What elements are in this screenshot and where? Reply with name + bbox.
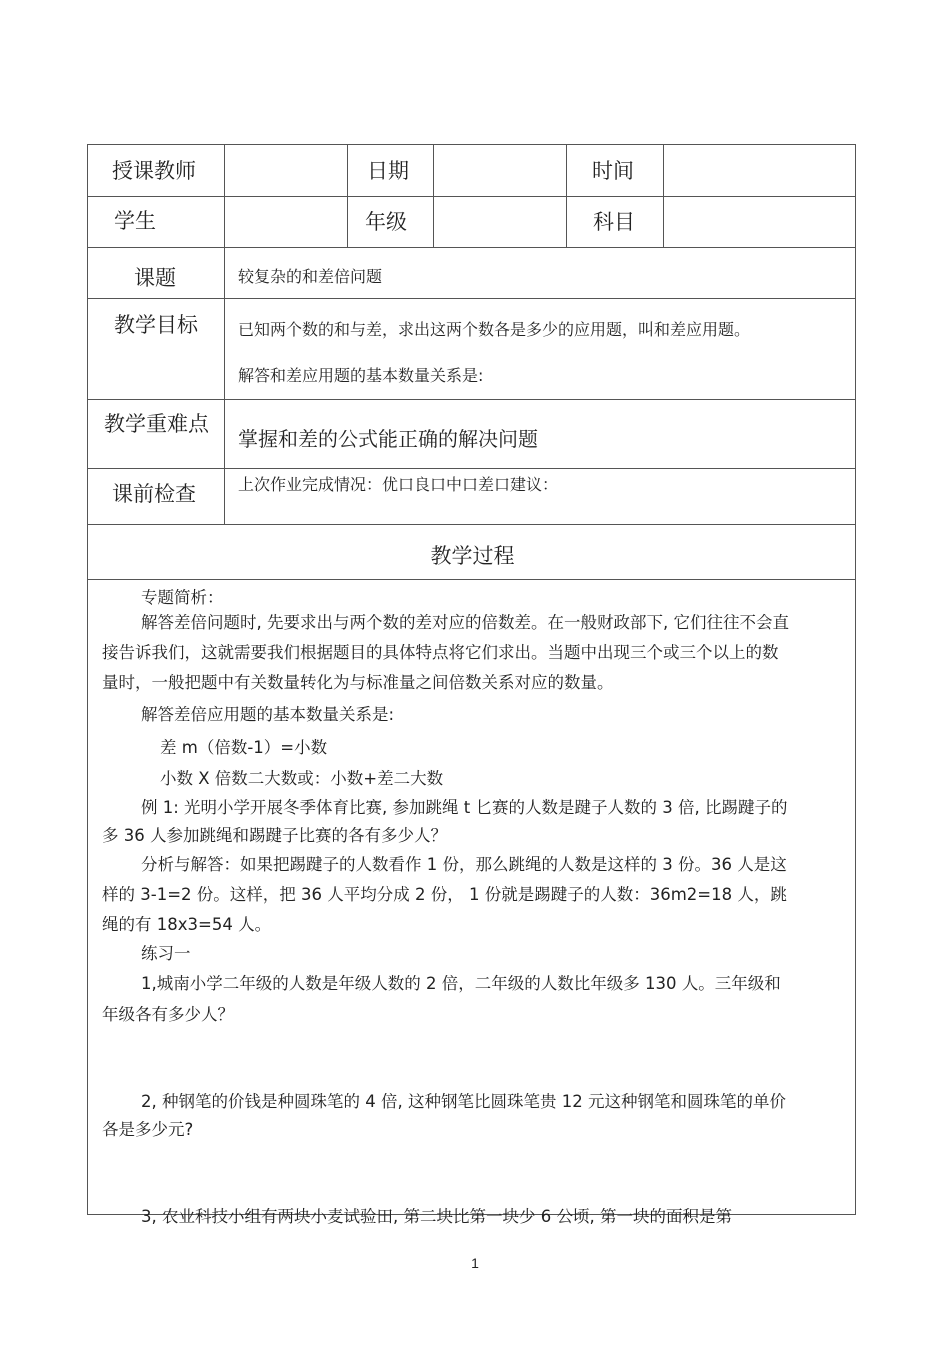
lesson-plan-table [87,144,856,1226]
body-line: 量时，一般把题中有关数量转化为与标准量之间倍数关系对应的数量。 [102,673,614,692]
row-divider [88,579,855,580]
body-line: 专题简析： [141,588,224,607]
student-label: 学生 [114,209,156,233]
objectives-label: 教学目标 [114,313,198,337]
time-label: 时间 [592,159,634,183]
body-line: 练习一 [141,944,191,963]
body-line: 3, 农业科技小组有两块小麦试验田, 第二块比第一块少 6 公顷, 第一块的面积是第 [141,1207,732,1226]
body-line: 绳的有 18x3=54 人。 [102,915,272,934]
body-line: 1,城南小学二年级的人数是年级人数的 2 倍，二年级的人数比年级多 130 人。三年级和 [141,974,781,993]
body-line: 2, 种钢笔的价钱是种圆珠笔的 4 倍, 这种钢笔比圆珠笔贵 12 元这种钢笔和圆珠笔的单价 [141,1092,786,1111]
col-divider [224,145,225,524]
row-divider [88,468,855,469]
page-number: 1 [471,1255,479,1271]
col-divider [566,145,567,247]
col-divider [433,145,434,247]
key-points-label: 教学重难点 [104,412,209,436]
teacher-label: 授课教师 [112,159,196,183]
body-line: 各是多少元? [102,1120,194,1139]
row-divider [88,247,855,248]
pre-check-label: 课前检查 [112,482,196,506]
objectives-line-2: 解答和差应用题的基本数量关系是: [238,366,484,385]
row-divider [88,196,855,197]
col-divider [347,145,348,247]
body-line: 差 m（倍数-1）=小数 [160,738,328,757]
body-line: 小数 X 倍数二大数或：小数+差二大数 [160,769,444,788]
row-divider [88,399,855,400]
subject-label: 科目 [593,210,635,234]
body-line: 接告诉我们，这就需要我们根据题目的具体特点将它们求出。当题中出现三个或三个以上的数 [102,643,779,662]
process-title: 教学过程 [430,544,515,568]
key-points-value: 掌握和差的公式能正确的解决问题 [238,427,538,451]
topic-value: 较复杂的和差倍问题 [238,267,383,286]
body-line: 解答差倍应用题的基本数量关系是: [141,705,395,724]
date-label: 日期 [367,159,409,183]
grade-label: 年级 [365,210,407,234]
objectives-line-1: 已知两个数的和与差，求出这两个数各是多少的应用题，叫和差应用题。 [238,320,751,339]
body-line: 年级各有多少人？ [102,1005,234,1024]
body-line: 解答差倍问题时, 先要求出与两个数的差对应的倍数差。在一般财政部下, 它们往往不会直 [141,613,789,632]
body-line: 分析与解答：如果把踢踺子的人数看作 1 份，那么跳绳的人数是这样的 3 份。36 人是这 [141,855,787,874]
body-line: 多 36 人参加跳绳和踢踺子比赛的各有多少人？ [102,826,447,845]
body-line: 例 1: 光明小学开展冬季体育比赛, 参加跳绳 t 匕赛的人数是踺子人数的 3 倍, 比踢踺子的 [141,798,788,817]
row-divider [88,524,855,525]
col-divider [663,145,664,247]
pre-check-value: 上次作业完成情况：优口良口中口差口建议： [238,475,559,494]
row-divider [88,298,855,299]
topic-label: 课题 [134,266,176,290]
body-line: 样的 3-1=2 份。这样，把 36 人平均分成 2 份， 1 份就是踢踺子的人数：36m2=18 人，跳 [102,885,787,904]
